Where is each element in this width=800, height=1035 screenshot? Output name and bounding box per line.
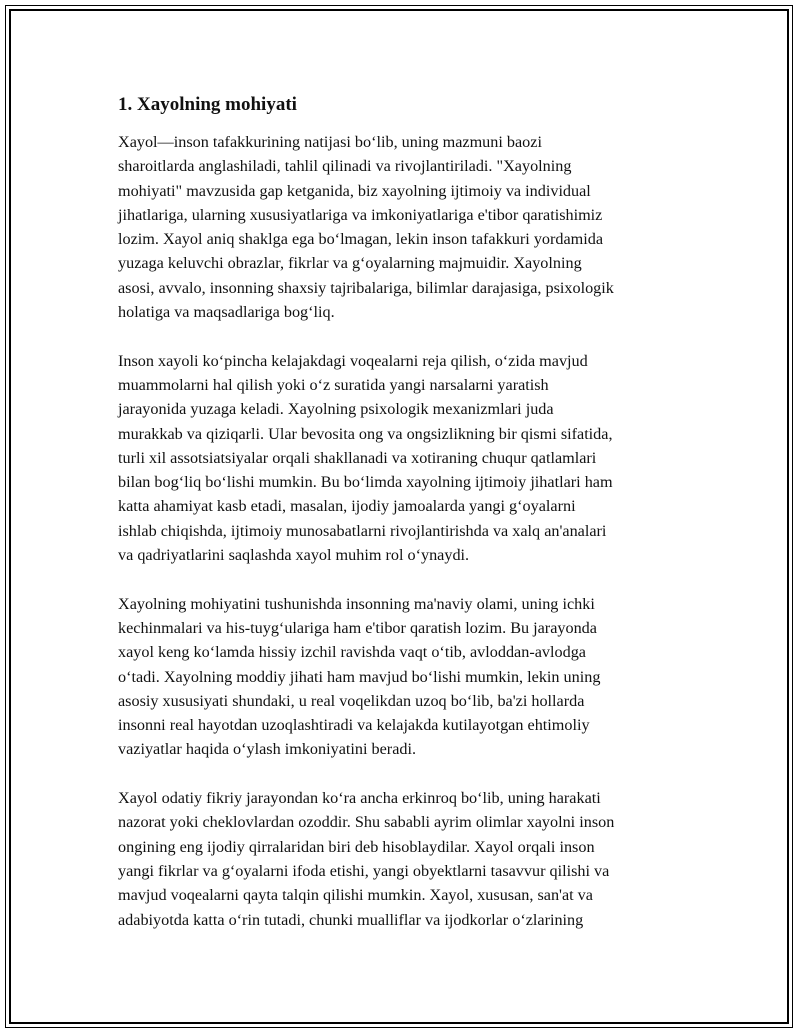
paragraph-line: Inson xayoli ko‘pincha kelajakdagi voqealarni reja qilish, o‘zida mavjud	[118, 351, 588, 370]
paragraph	[118, 349, 683, 568]
paragraph-line: insonni real hayotdan uzoqlashtiradi va kelajakda kutilayotgan ehtimoliy	[118, 716, 590, 735]
document-body	[118, 92, 683, 956]
paragraph-line: o‘tadi. Xayolning moddiy jihati ham mavjud bo‘lishi mumkin, lekin uning	[118, 667, 601, 686]
paragraph-line: mavjud voqealarni qayta talqin qilishi mumkin. Xayol, xususan, san'at va	[118, 886, 593, 905]
paragraph-line: Xayol odatiy fikriy jarayondan ko‘ra ancha erkinroq bo‘lib, uning harakati	[118, 789, 601, 808]
paragraph-line: Xayolning mohiyatini tushunishda insonning ma'naviy olami, uning ichki	[118, 594, 595, 613]
paragraph-line: murakkab va qiziqarli. Ular bevosita ong va ongsizlikning bir qismi sifatida,	[118, 424, 613, 443]
paragraph-line: nazorat yoki cheklovlardan ozoddir. Shu sababli ayrim olimlar xayolni inson	[118, 813, 615, 832]
section-heading: 1. Xayolning mohiyati	[118, 94, 297, 115]
paragraph-line: asosi, avvalo, insonning shaxsiy tajribalariga, bilimlar darajasiga, psixologik	[118, 278, 614, 297]
paragraph-line: Xayol—inson tafakkurining natijasi bo‘lib, uning mazmuni baozi	[118, 133, 542, 151]
paragraph-line: kechinmalari va his-tuyg‘ulariga ham e'tibor qaratish lozim. Bu jarayonda	[118, 618, 597, 637]
paragraph-line: turli xil assotsiatsiyalar orqali shakllanadi va xotiraning chuqur qatlamlari	[118, 448, 597, 467]
paragraph-line: jihatlariga, ularning xususiyatlariga va imkoniyatlariga e'tibor qaratishimiz	[118, 205, 603, 224]
paragraph	[118, 592, 683, 762]
paragraph-line: yangi fikrlar va g‘oyalarni ifoda etishi, yangi obyektlarni tasavvur qilishi va	[118, 861, 610, 880]
paragraph-line: jarayonida yuzaga keladi. Xayolning psixologik mexanizmlari juda	[118, 400, 554, 419]
paragraph	[118, 786, 683, 932]
paragraph-line: xayol keng ko‘lamda hissiy izchil ravishda vaqt o‘tib, avloddan-avlodga	[118, 643, 586, 662]
paragraph-list	[118, 130, 683, 932]
paragraph-line: yuzaga keluvchi obrazlar, fikrlar va g‘oyalarning majmuidir. Xayolning	[118, 254, 582, 273]
paragraph-line: lozim. Xayol aniq shaklga ega bo‘lmagan, lekin inson tafakkuri yordamida	[118, 230, 604, 249]
paragraph-line: ongining eng ijodiy qirralaridan biri deb hisoblaydilar. Xayol orqali inson	[118, 837, 595, 856]
paragraph	[118, 130, 683, 324]
paragraph-line: muammolarni hal qilish yoki o‘z suratida yangi narsalarni yaratish	[118, 375, 549, 394]
paragraph-line: bilan bog‘liq bo‘lishi mumkin. Bu bo‘limda xayolning ijtimoiy jihatlari ham	[118, 473, 613, 492]
paragraph-line: holatiga va maqsadlariga bog‘liq.	[118, 303, 335, 322]
paragraph-line: vaziyatlar haqida o‘ylash imkoniyatini beradi.	[118, 740, 417, 759]
paragraph-line: va qadriyatlarini saqlashda xayol muhim rol o‘ynaydi.	[118, 546, 470, 565]
paragraph-line: katta ahamiyat kasb etadi, masalan, ijodiy jamoalarda yangi g‘oyalarni	[118, 497, 576, 516]
paragraph-line: adabiyotda katta o‘rin tutadi, chunki mualliflar va ijodkorlar o‘zlarining	[118, 910, 584, 929]
paragraph-line: asosiy xususiyati shundaki, u real voqelikdan uzoq bo‘lib, ba'zi hollarda	[118, 691, 585, 710]
paragraph-line: ishlab chiqishda, ijtimoiy munosabatlarni rivojlantirishda va xalq an'analari	[118, 521, 607, 540]
paragraph-line: mohiyati" mavzusida gap ketganida, biz xayolning ijtimoiy va individual	[118, 181, 591, 200]
paragraph-line: sharoitlarda anglashiladi, tahlil qilinadi va rivojlantiriladi. "Xayolning	[118, 157, 572, 176]
